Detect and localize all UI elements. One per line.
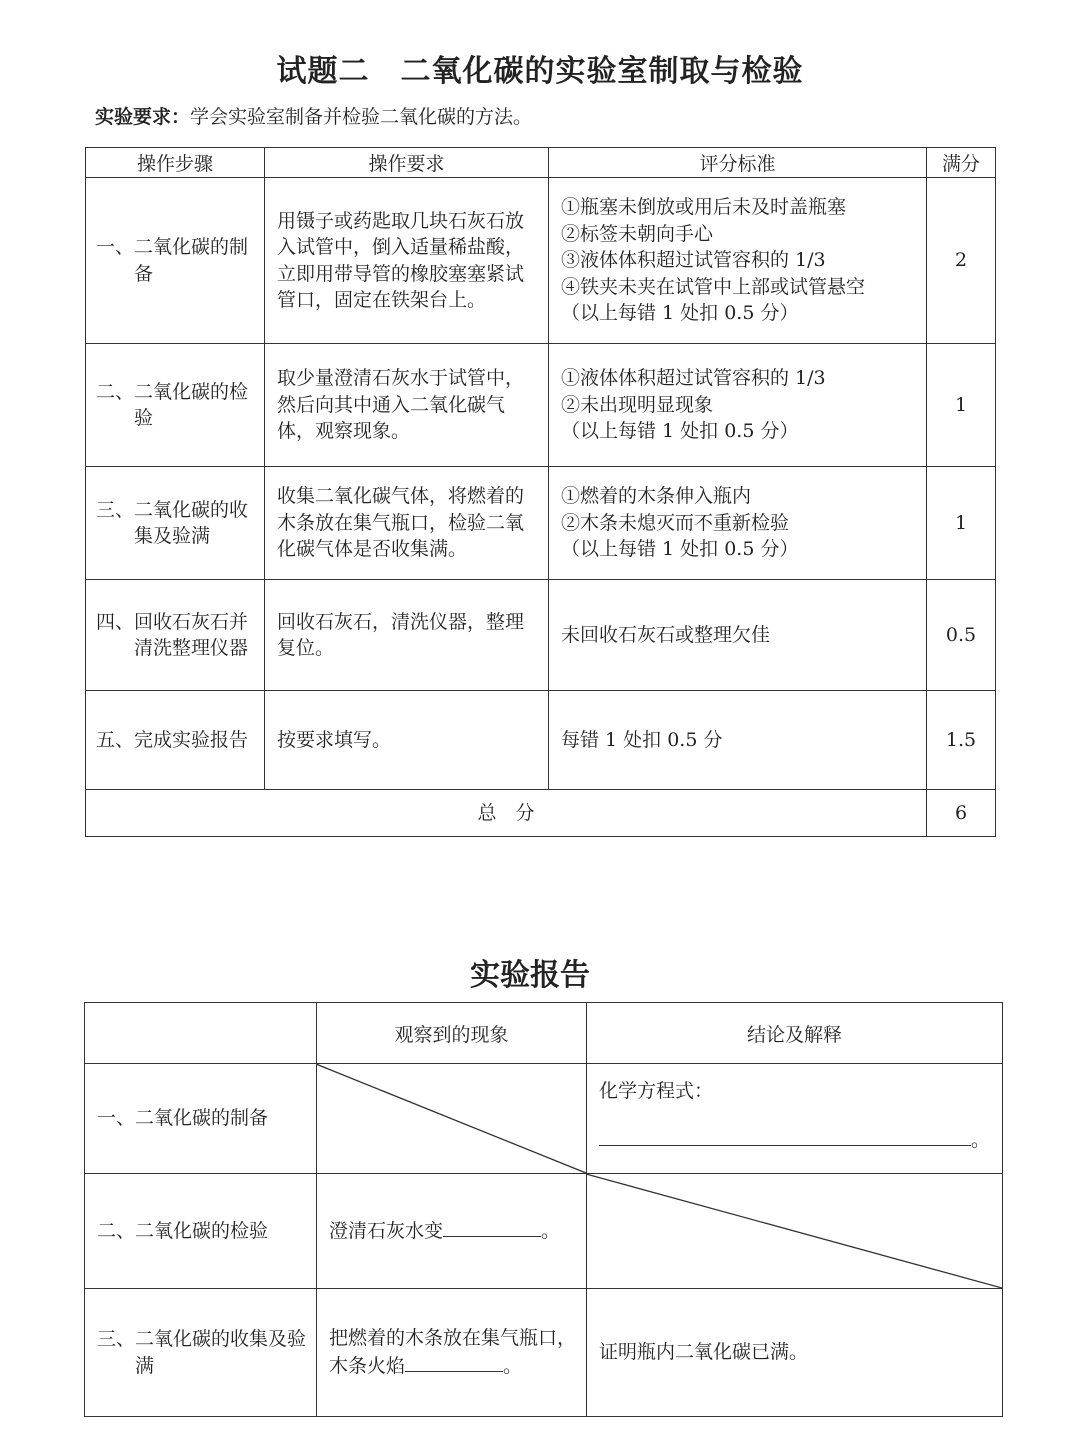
table-row	[85, 1174, 1003, 1289]
step-name: 二氧化碳的制备	[134, 236, 249, 285]
report-header-observation: 观察到的现象	[317, 1003, 587, 1064]
conclusion-cell	[587, 1064, 1003, 1174]
step-number: 四、	[96, 610, 135, 633]
observation-cell	[317, 1289, 587, 1417]
step-name: 二氧化碳的检验	[134, 380, 249, 429]
step-name: 回收石灰石并清洗整理仪器	[134, 610, 249, 659]
table-row	[86, 178, 996, 344]
criteria-item: ②木条未熄灭而不重新检验	[561, 511, 790, 534]
table-row	[86, 344, 996, 467]
criteria-item: （以上每错 1 处扣 0.5 分）	[561, 420, 799, 443]
scoring-table	[85, 147, 996, 837]
step-number: 三、	[96, 498, 135, 521]
step-number: 二、	[96, 380, 135, 403]
score-cell: 1	[927, 467, 996, 580]
table-row	[86, 467, 996, 580]
criteria-item: ④铁夹未夹在试管中上部或试管悬空	[561, 275, 866, 298]
criteria-item: ①瓶塞未倒放或用后未及时盖瓶塞	[561, 196, 847, 219]
step-name: 完成实验报告	[134, 728, 249, 751]
experiment-requirement	[95, 102, 532, 129]
conclusion-cell-crossed	[587, 1174, 1003, 1289]
report-header-conclusion: 结论及解释	[587, 1003, 1003, 1064]
header-step: 操作步骤	[86, 148, 265, 178]
criteria-item: ③液体体积超过试管容积的 1/3	[561, 249, 826, 272]
equation-label: 化学方程式：	[599, 1080, 714, 1102]
conclusion-cell: 证明瓶内二氧化碳已满。	[587, 1289, 1003, 1417]
requirement-cell: 取少量澄清石灰水于试管中，然后向其中通入二氧化碳气体，观察现象。	[265, 344, 549, 467]
criteria-cell	[549, 178, 927, 344]
observation-blank[interactable]	[443, 1217, 541, 1237]
observation-text: 澄清石灰水变	[329, 1220, 444, 1242]
step-cell	[86, 178, 265, 344]
report-row-label: 一、二氧化碳的制备	[85, 1064, 317, 1174]
observation-text: 把燃着的木条放在集气瓶口，木条火焰	[329, 1327, 577, 1377]
step-number: 三、	[97, 1327, 136, 1350]
scoring-header-row	[86, 148, 996, 178]
total-score: 6	[927, 790, 996, 837]
total-label: 总 分	[86, 790, 927, 837]
requirement-cell: 回收石灰石，清洗仪器，整理复位。	[265, 580, 549, 691]
step-name: 二氧化碳的收集及验满	[134, 498, 249, 547]
step-cell	[86, 467, 265, 580]
criteria-cell	[549, 344, 927, 467]
report-title: 实验报告	[470, 958, 590, 993]
observation-cell	[317, 1174, 587, 1289]
criteria-item: （以上每错 1 处扣 0.5 分）	[561, 538, 799, 561]
total-row	[86, 790, 996, 837]
score-cell: 0.5	[927, 580, 996, 691]
step-cell	[86, 691, 265, 790]
criteria-item: 每错 1 处扣 0.5 分	[561, 728, 723, 751]
requirement-cell: 用镊子或药匙取几块石灰石放入试管中，倒入适量稀盐酸，立即用带导管的橡胶塞塞紧试管口，固定在铁架台上。	[265, 178, 549, 344]
table-row	[85, 1064, 1003, 1174]
equation-blank[interactable]	[599, 1125, 971, 1146]
score-cell: 2	[927, 178, 996, 344]
step-number: 五、	[96, 728, 135, 751]
requirement-cell: 按要求填写。	[265, 691, 549, 790]
header-requirement: 操作要求	[265, 148, 549, 178]
step-cell	[86, 344, 265, 467]
step-number: 一、	[96, 236, 135, 258]
step-cell	[86, 580, 265, 691]
criteria-cell	[549, 691, 927, 790]
criteria-item: ①液体体积超过试管容积的 1/3	[561, 367, 826, 390]
period: 。	[971, 1129, 991, 1151]
criteria-cell	[549, 467, 927, 580]
criteria-item: 未回收石灰石或整理欠佳	[561, 623, 771, 646]
table-row	[86, 580, 996, 691]
criteria-item: （以上每错 1 处扣 0.5 分）	[561, 302, 799, 325]
criteria-cell	[549, 580, 927, 691]
observation-cell-crossed	[317, 1064, 587, 1174]
requirement-cell: 收集二氧化碳气体，将燃着的木条放在集气瓶口，检验二氧化碳气体是否收集满。	[265, 467, 549, 580]
criteria-item: ②未出现明显现象	[561, 393, 714, 416]
period: 。	[503, 1355, 523, 1377]
period: 。	[541, 1220, 561, 1242]
report-table	[84, 1002, 1003, 1417]
report-header-row	[85, 1003, 1003, 1064]
requirement-label: 实验要求：	[95, 106, 191, 128]
step-name: 二氧化碳的收集及验满	[135, 1327, 307, 1377]
table-row	[86, 691, 996, 790]
table-row	[85, 1289, 1003, 1417]
report-row-label: 二、二氧化碳的检验	[85, 1174, 317, 1289]
criteria-item: ②标签未朝向手心	[561, 222, 714, 245]
report-row-label	[85, 1289, 317, 1417]
score-cell: 1	[927, 344, 996, 467]
requirement-text: 学会实验室制备并检验二氧化碳的方法。	[190, 106, 533, 128]
page-title: 试题二 二氧化碳的实验室制取与检验	[276, 54, 804, 89]
criteria-item: ①燃着的木条伸入瓶内	[561, 485, 752, 508]
observation-blank[interactable]	[405, 1352, 503, 1372]
report-header-blank	[85, 1003, 317, 1064]
score-cell: 1.5	[927, 691, 996, 790]
header-criteria: 评分标准	[549, 148, 927, 178]
header-score: 满分	[927, 148, 996, 178]
